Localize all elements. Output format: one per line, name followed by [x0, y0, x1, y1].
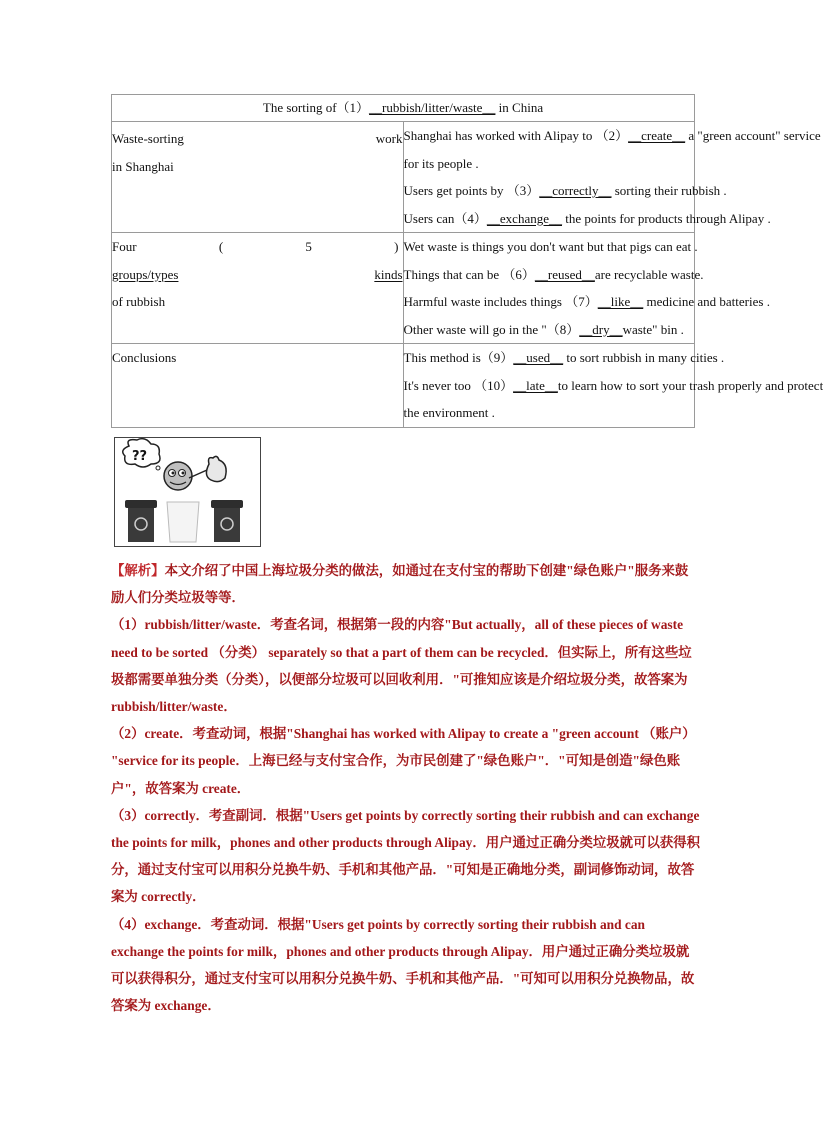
- answer-3: __correctly__: [539, 183, 612, 198]
- row-label-conclusions: Conclusions: [112, 344, 404, 428]
- row-label-four-groups: Four ( 5 ) groups/types kinds of rubbish: [112, 233, 404, 344]
- table-header: [112, 95, 695, 122]
- analysis-intro: 【解析】本文介绍了中国上海垃圾分类的做法，如通过在支付宝的帮助下创建"绿色账户"服务来鼓励人们分类垃圾等等．: [111, 563, 689, 606]
- row-content-shanghai: Shanghai has worked with Alipay to （2）__create__ a "green account" service for its people . Users get points by （3）__correctly__ sorting their rubbish . Users can（4）__exchange__ the points for products through Alipay .: [403, 122, 695, 233]
- answer-5b: kinds: [374, 266, 403, 282]
- header-prefix: The sorting of（1）: [262, 100, 370, 115]
- answer-9: __used__: [513, 350, 564, 365]
- analysis-item-1: （1）rubbish/litter/waste．考查名词，根据第一段的内容"But actually，all of these pieces of waste need to be sorted （分类） separately so that a part of them can be recycled．但实际上，所有这些垃圾都需要单独分类（分类），以便部分垃圾可以回收利用．"可推知应该是介绍垃圾分类，故答案为 rubbish/litter/waste．: [111, 617, 692, 715]
- recycle-bin-icon: [125, 500, 157, 542]
- row-content-four-groups: Wet waste is things you don't want but that pigs can eat . Things that can be （6）__reused__are recyclable waste. Harmful waste includes things （7）__like__ medicine and batteries . Other waste will go in the "（8）__dry__waste" bin .: [403, 233, 695, 344]
- table-row: [112, 344, 695, 428]
- analysis-item-3: （3）correctly．考查副词．根据"Users get points by correctly sorting their rubbish and can exchange the points for milk，phones and other products through Alipay．用户通过正确分类垃圾就可以获得积分，通过支付宝可以用积分兑换牛奶、手机和其他产品．"可知是正确地分类，副词修饰动词，故答案为 correctly．: [111, 807, 701, 905]
- row-content-conclusions: This method is（9）__used__ to sort rubbish in many cities . It's never too （10）__late__to learn how to sort your trash properly and protect the environment .: [403, 344, 695, 428]
- table-row: [112, 233, 695, 344]
- svg-text:??: ??: [132, 449, 148, 464]
- analysis-item-4: （4）exchange．考查动词．根据"Users get points by correctly sorting their rubbish and can exchange the points for milk，phones and other products through Alipay．用户通过正确分类垃圾就可以获得积分，通过支付宝可以用积分兑换牛奶、手机和其他产品．"可知可以用积分兑换物品，故答案为 exchange．: [111, 916, 695, 1014]
- empty-bin-icon: [167, 502, 199, 542]
- answer-10: __late__: [513, 377, 558, 393]
- analysis-item-2: （2）create．考查动词，根据"Shanghai has worked with Alipay to create a "green account （账户） "service for its people．上海已经与支付宝合作，为市民创建了"绿色账户"．"可知是创造"绿色账户"，故答案为 create．: [111, 726, 696, 796]
- analysis-tag: 【解析】: [111, 563, 165, 578]
- cartoon-waste-sorting-illustration: [115, 438, 260, 546]
- analysis-section: [111, 557, 701, 1019]
- recycle-bin-icon: [211, 500, 243, 542]
- sorting-table: [111, 94, 823, 428]
- table-row: [112, 122, 695, 233]
- answer-5a: groups/types: [112, 266, 179, 282]
- answer-2: __create__: [628, 128, 686, 143]
- answer-4: __exchange__: [486, 210, 562, 226]
- cartoon-image: [114, 437, 261, 547]
- face-icon: [164, 462, 192, 490]
- answer-1: __rubbish/litter/waste__: [369, 100, 496, 115]
- row-label-shanghai: Waste-sorting work in Shanghai: [112, 122, 404, 233]
- answer-8: __dry__: [579, 321, 623, 337]
- answer-7: __like__: [597, 294, 644, 309]
- header-suffix: in China: [495, 100, 544, 115]
- answer-6: __reused__: [534, 266, 595, 282]
